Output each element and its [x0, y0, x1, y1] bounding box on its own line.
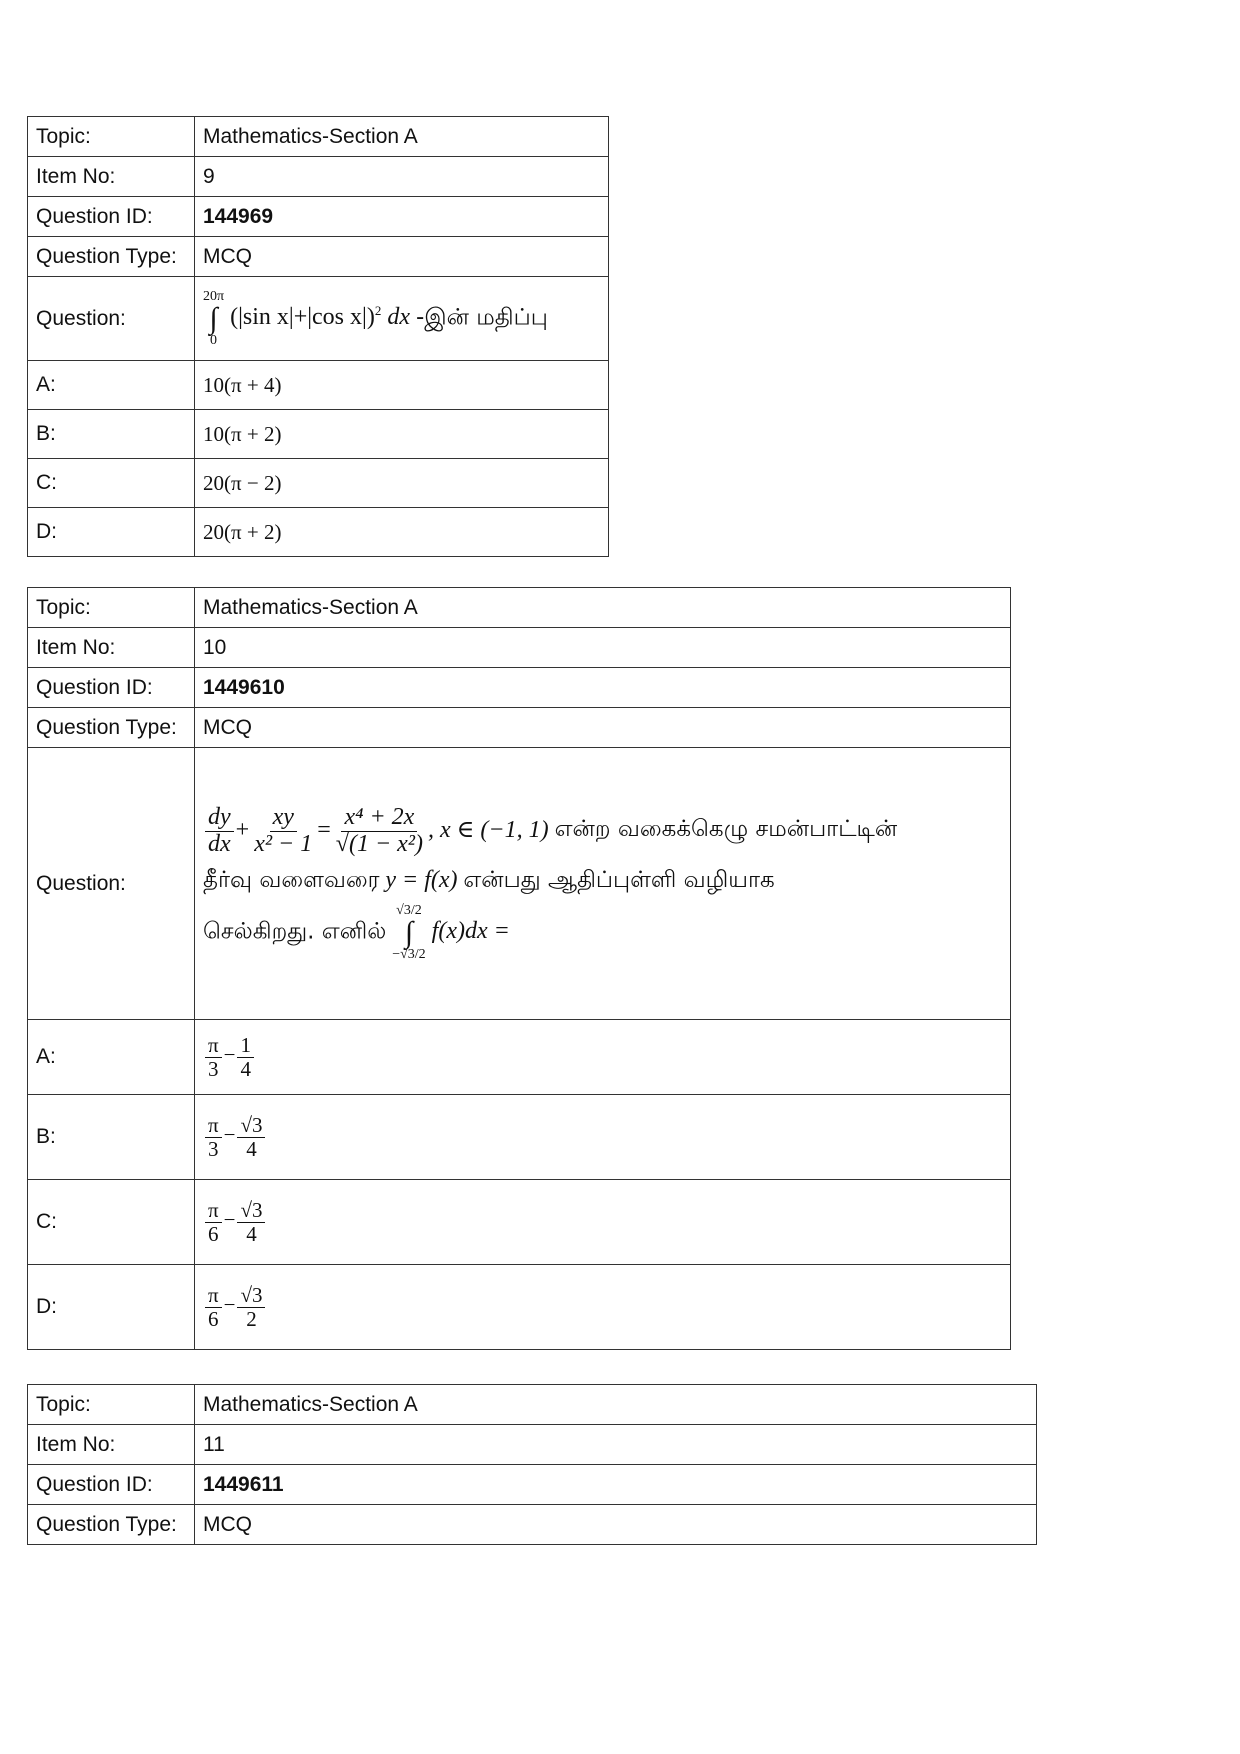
option-b-label: B:	[28, 410, 195, 459]
option-a-value: 10(π + 4)	[195, 361, 609, 410]
item-no-value: 11	[195, 1425, 1037, 1465]
question-text-line2b: என்பது ஆதிப்புள்ளி வழியாக	[463, 866, 775, 893]
question-table-item-10	[27, 587, 1011, 1350]
option-d-label: D:	[28, 508, 195, 557]
item-no-label: Item No:	[28, 1425, 195, 1465]
question-type-label: Question Type:	[28, 1505, 195, 1545]
option-a-label: A:	[28, 361, 195, 410]
option-c-label: C:	[28, 459, 195, 508]
question-table-item-11	[27, 1384, 1037, 1545]
fraction-rhs: $\frac{\text{x⁴ + 2x}}{\text{√(1 − x²)}}$	[335, 804, 423, 857]
question-type-value: MCQ	[195, 1505, 1037, 1545]
fraction-dy-dx: $\frac{dy}{dx}$	[205, 805, 234, 856]
question-type-label: Question Type:	[28, 237, 195, 277]
question-id-value: 144969	[195, 197, 609, 237]
question-label: Question:	[28, 277, 195, 361]
option-b-value: $\frac{\pi}{3}$ − $\frac{√3}{4}$	[195, 1095, 1011, 1180]
option-c-value: $\frac{\pi}{6}$ − $\frac{√3}{4}$	[195, 1180, 1011, 1265]
question-text-line3: செல்கிறது. எனில்	[203, 918, 387, 945]
item-no-value: 9	[195, 157, 609, 197]
question-type-value: MCQ	[195, 237, 609, 277]
fraction-xy: $\frac{xy}{\text{x² − 1}}$	[254, 804, 313, 857]
question-text-line2a: தீர்வு வளைவரை	[203, 866, 380, 893]
power: 2	[374, 303, 382, 319]
option-b-label: B:	[28, 1095, 195, 1180]
option-b-value: 10(π + 2)	[195, 410, 609, 459]
question-text: -இன் மதிப்பு	[415, 304, 548, 331]
integral: 20π ∫ 0	[203, 288, 225, 348]
option-d-label: D:	[28, 1265, 195, 1350]
question-table-item-9	[27, 116, 609, 557]
option-a-value: $\frac{\pi}{3}$ − $\frac{1}{4}$	[195, 1020, 1011, 1095]
option-c-value: 20(π − 2)	[195, 459, 609, 508]
item-no-label: Item No:	[28, 157, 195, 197]
item-no-label: Item No:	[28, 628, 195, 668]
option-d-value: 20(π + 2)	[195, 508, 609, 557]
topic-value: Mathematics-Section A	[195, 117, 609, 157]
topic-label: Topic:	[28, 117, 195, 157]
question-id-label: Question ID:	[28, 1465, 195, 1505]
question-id-value: 1449610	[195, 668, 1011, 708]
topic-label: Topic:	[28, 1385, 195, 1425]
question-text-line1: என்ற வகைக்கெழு சமன்பாட்டின்	[554, 816, 898, 843]
domain: , x ∈ (−1, 1)	[428, 816, 549, 843]
question-id-label: Question ID:	[28, 668, 195, 708]
option-c-label: C:	[28, 1180, 195, 1265]
curve: y = f(x)	[385, 866, 458, 893]
topic-value: Mathematics-Section A	[195, 1385, 1037, 1425]
question-content	[195, 277, 609, 361]
item-no-value: 10	[195, 628, 1011, 668]
integral: √3/2 ∫ −√3/2	[392, 902, 426, 962]
question-content: $\frac{dy}{dx}$ + $\frac{xy}{\text{x² − 1}}$ = $\frac{\text{x⁴ + 2x}}{\text{√(1 − x²)}}$ , x ∈ (−1, 1) என்ற வகைக்கெழு சமன்பாட்டின் தீர்வு வளைவரை y = f(x) என்பது ஆதிப்புள்ளி வழியாக செல்கிறது. எனில் √3/2 ∫ −√3/2 f(x)dx =	[195, 748, 1011, 1020]
question-type-label: Question Type:	[28, 708, 195, 748]
question-id-value: 1449611	[195, 1465, 1037, 1505]
question-id-label: Question ID:	[28, 197, 195, 237]
option-d-value: $\frac{\pi}{6}$ − $\frac{√3}{2}$	[195, 1265, 1011, 1350]
differential: dx	[387, 304, 410, 331]
question-label: Question:	[28, 748, 195, 1020]
option-a-label: A:	[28, 1020, 195, 1095]
integrand: f(x)dx =	[431, 918, 510, 945]
integrand: (|sin x|+|cos x|)	[230, 304, 375, 331]
topic-label: Topic:	[28, 588, 195, 628]
question-type-value: MCQ	[195, 708, 1011, 748]
topic-value: Mathematics-Section A	[195, 588, 1011, 628]
